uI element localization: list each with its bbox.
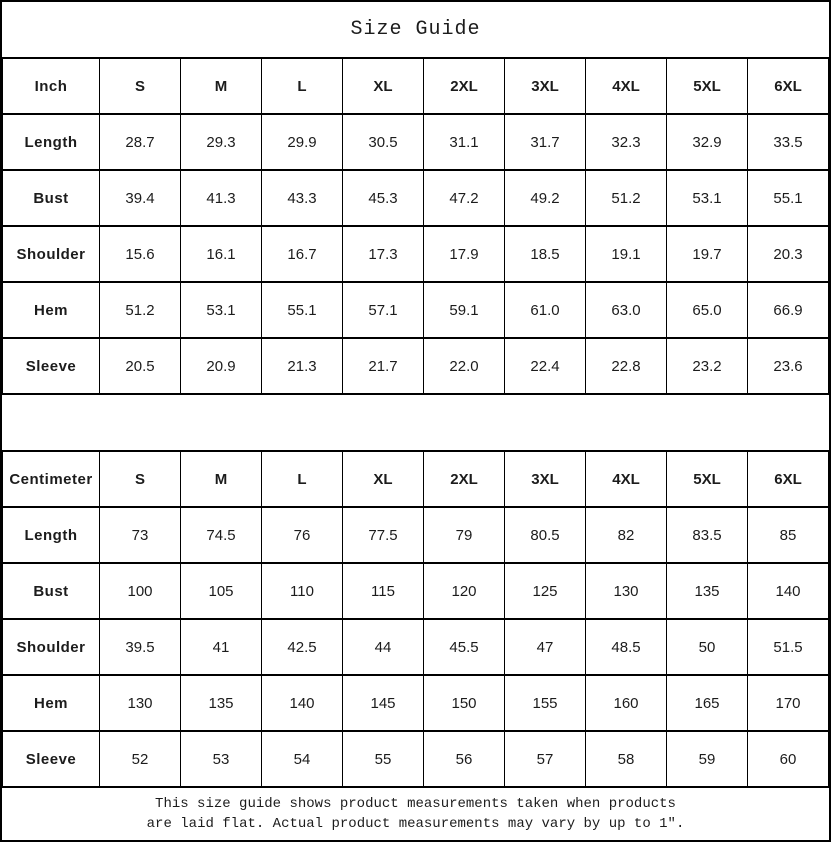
size-col-header: 6XL — [748, 58, 829, 114]
footer-note-line2: are laid flat. Actual product measurements may vary by up to 1″. — [146, 816, 685, 832]
table-row — [3, 507, 829, 563]
measurement-value: 76 — [262, 507, 343, 563]
measurement-value: 57 — [505, 731, 586, 787]
measurement-value: 47.2 — [424, 170, 505, 226]
measurement-value: 145 — [343, 675, 424, 731]
measurement-value: 17.3 — [343, 226, 424, 282]
measurement-value: 55 — [343, 731, 424, 787]
measurement-value: 65.0 — [667, 282, 748, 338]
measurement-value: 51.2 — [586, 170, 667, 226]
measurement-value: 100 — [100, 563, 181, 619]
measurement-value: 165 — [667, 675, 748, 731]
table-row — [3, 563, 829, 619]
measurement-value: 83.5 — [667, 507, 748, 563]
measurement-value: 52 — [100, 731, 181, 787]
measurement-value: 115 — [343, 563, 424, 619]
measurement-value: 15.6 — [100, 226, 181, 282]
size-col-header: S — [100, 451, 181, 507]
table-row — [3, 282, 829, 338]
measurement-value: 57.1 — [343, 282, 424, 338]
measurement-value: 170 — [748, 675, 829, 731]
row-label: Shoulder — [3, 226, 100, 282]
size-col-header: M — [181, 451, 262, 507]
measurement-value: 16.1 — [181, 226, 262, 282]
measurement-value: 32.3 — [586, 114, 667, 170]
measurement-value: 30.5 — [343, 114, 424, 170]
measurement-value: 73 — [100, 507, 181, 563]
table-row — [3, 619, 829, 675]
table-row — [3, 114, 829, 170]
measurement-value: 53.1 — [181, 282, 262, 338]
measurement-value: 41.3 — [181, 170, 262, 226]
measurement-value: 59 — [667, 731, 748, 787]
measurement-value: 28.7 — [100, 114, 181, 170]
measurement-value: 23.6 — [748, 338, 829, 394]
size-col-header: S — [100, 58, 181, 114]
size-table-inch — [2, 57, 829, 395]
measurement-value: 125 — [505, 563, 586, 619]
size-col-header: L — [262, 58, 343, 114]
measurement-value: 130 — [100, 675, 181, 731]
measurement-value: 39.5 — [100, 619, 181, 675]
measurement-value: 150 — [424, 675, 505, 731]
measurement-value: 130 — [586, 563, 667, 619]
measurement-value: 82 — [586, 507, 667, 563]
measurement-value: 60 — [748, 731, 829, 787]
measurement-value: 23.2 — [667, 338, 748, 394]
measurement-value: 85 — [748, 507, 829, 563]
measurement-value: 53.1 — [667, 170, 748, 226]
size-col-header: 2XL — [424, 451, 505, 507]
measurement-value: 20.9 — [181, 338, 262, 394]
measurement-value: 53 — [181, 731, 262, 787]
measurement-value: 47 — [505, 619, 586, 675]
size-col-header: M — [181, 58, 262, 114]
measurement-value: 74.5 — [181, 507, 262, 563]
table-row — [3, 731, 829, 787]
measurement-value: 29.9 — [262, 114, 343, 170]
size-col-header: L — [262, 451, 343, 507]
footer-note — [2, 788, 829, 840]
measurement-value: 140 — [262, 675, 343, 731]
measurement-value: 56 — [424, 731, 505, 787]
measurement-value: 77.5 — [343, 507, 424, 563]
measurement-value: 51.2 — [100, 282, 181, 338]
row-label: Sleeve — [3, 338, 100, 394]
page-title: Size Guide — [350, 18, 481, 41]
row-label: Length — [3, 507, 100, 563]
measurement-value: 22.0 — [424, 338, 505, 394]
measurement-value: 105 — [181, 563, 262, 619]
measurement-value: 51.5 — [748, 619, 829, 675]
size-col-header: XL — [343, 58, 424, 114]
measurement-value: 49.2 — [505, 170, 586, 226]
measurement-value: 55.1 — [748, 170, 829, 226]
measurement-value: 33.5 — [748, 114, 829, 170]
measurement-value: 55.1 — [262, 282, 343, 338]
measurement-value: 80.5 — [505, 507, 586, 563]
size-col-header: 5XL — [667, 58, 748, 114]
table-row — [3, 170, 829, 226]
size-col-header: 2XL — [424, 58, 505, 114]
measurement-value: 59.1 — [424, 282, 505, 338]
footer-note-line1: This size guide shows product measurements taken when products — [155, 795, 676, 812]
measurement-value: 160 — [586, 675, 667, 731]
size-col-header: 3XL — [505, 58, 586, 114]
measurement-value: 21.7 — [343, 338, 424, 394]
table-header-row — [3, 58, 829, 114]
measurement-value: 42.5 — [262, 619, 343, 675]
measurement-value: 61.0 — [505, 282, 586, 338]
measurement-value: 155 — [505, 675, 586, 731]
table-row — [3, 675, 829, 731]
measurement-value: 43.3 — [262, 170, 343, 226]
measurement-value: 135 — [667, 563, 748, 619]
measurement-value: 17.9 — [424, 226, 505, 282]
row-label: Sleeve — [3, 731, 100, 787]
measurement-value: 29.3 — [181, 114, 262, 170]
measurement-value: 21.3 — [262, 338, 343, 394]
measurement-value: 66.9 — [748, 282, 829, 338]
row-label: Hem — [3, 675, 100, 731]
measurement-value: 44 — [343, 619, 424, 675]
measurement-value: 41 — [181, 619, 262, 675]
measurement-value: 79 — [424, 507, 505, 563]
measurement-value: 120 — [424, 563, 505, 619]
unit-header-centimeter: Centimeter — [3, 451, 100, 507]
measurement-value: 19.7 — [667, 226, 748, 282]
row-label: Bust — [3, 563, 100, 619]
measurement-value: 45.3 — [343, 170, 424, 226]
size-col-header: XL — [343, 451, 424, 507]
size-col-header: 4XL — [586, 58, 667, 114]
table-row — [3, 226, 829, 282]
measurement-value: 50 — [667, 619, 748, 675]
measurement-value: 18.5 — [505, 226, 586, 282]
measurement-value: 45.5 — [424, 619, 505, 675]
measurement-value: 22.8 — [586, 338, 667, 394]
measurement-value: 54 — [262, 731, 343, 787]
measurement-value: 19.1 — [586, 226, 667, 282]
measurement-value: 31.1 — [424, 114, 505, 170]
measurement-value: 22.4 — [505, 338, 586, 394]
measurement-value: 20.3 — [748, 226, 829, 282]
measurement-value: 32.9 — [667, 114, 748, 170]
measurement-value: 31.7 — [505, 114, 586, 170]
row-label: Bust — [3, 170, 100, 226]
size-table-centimeter — [2, 450, 829, 788]
measurement-value: 48.5 — [586, 619, 667, 675]
row-label: Shoulder — [3, 619, 100, 675]
measurement-value: 63.0 — [586, 282, 667, 338]
table-header-row — [3, 451, 829, 507]
measurement-value: 110 — [262, 563, 343, 619]
size-col-header: 3XL — [505, 451, 586, 507]
size-col-header: 5XL — [667, 451, 748, 507]
size-col-header: 6XL — [748, 451, 829, 507]
size-col-header: 4XL — [586, 451, 667, 507]
measurement-value: 140 — [748, 563, 829, 619]
table-row — [3, 338, 829, 394]
unit-header-inch: Inch — [3, 58, 100, 114]
measurement-value: 16.7 — [262, 226, 343, 282]
measurement-value: 58 — [586, 731, 667, 787]
row-label: Hem — [3, 282, 100, 338]
table-spacer — [2, 395, 829, 450]
row-label: Length — [3, 114, 100, 170]
measurement-value: 135 — [181, 675, 262, 731]
measurement-value: 39.4 — [100, 170, 181, 226]
measurement-value: 20.5 — [100, 338, 181, 394]
